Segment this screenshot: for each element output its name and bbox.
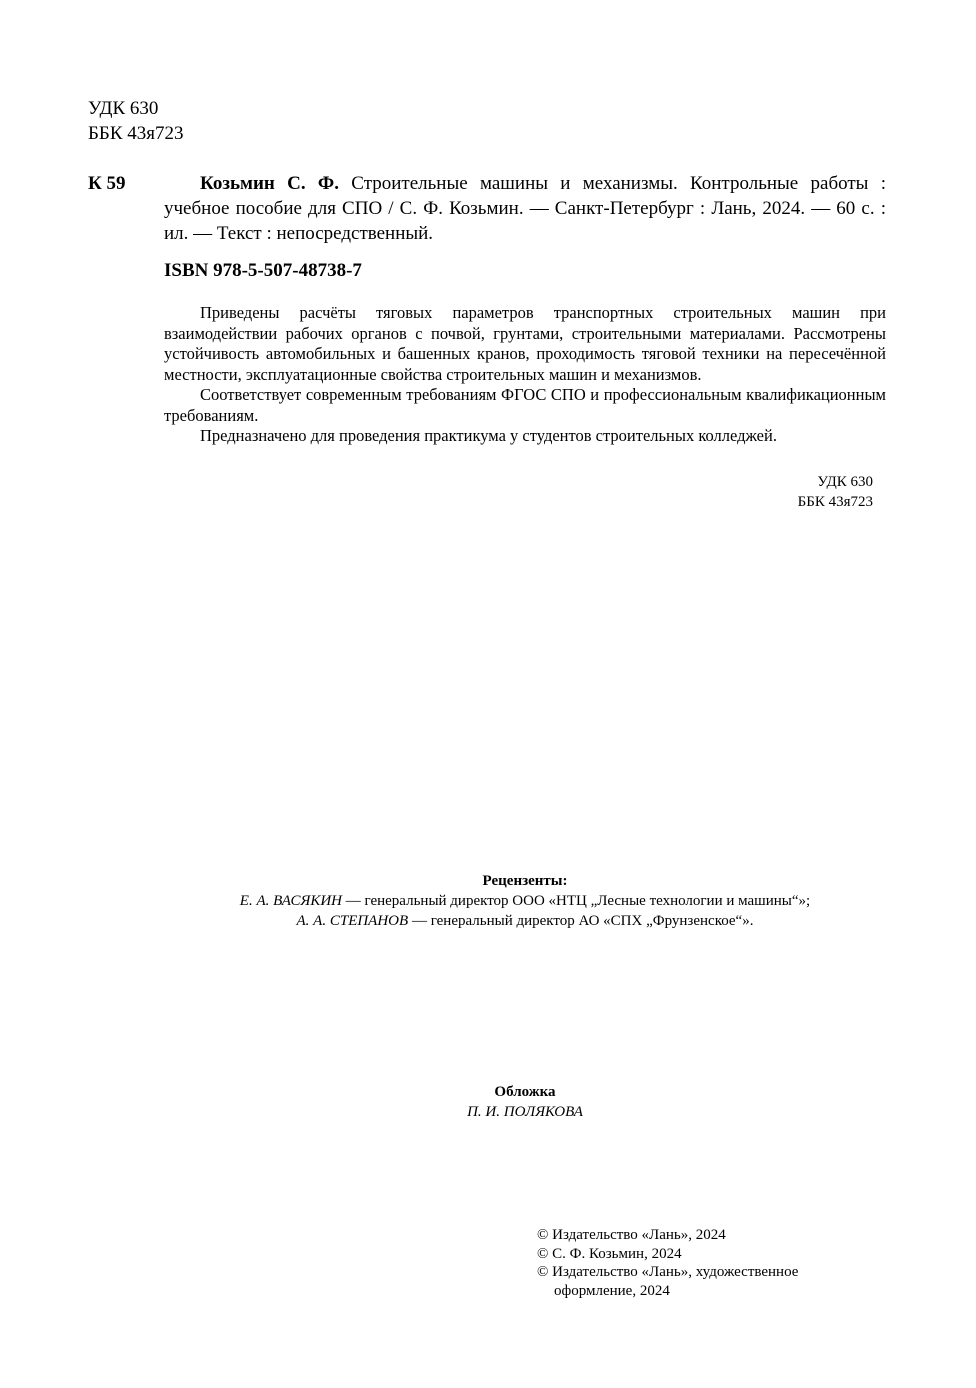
cover-heading: Обложка [494,1084,556,1100]
annotation-paragraph: Приведены расчёты тяговых параметров транспортных строительных машин при взаимодействии рабочих органов с почвой, грунтами, строительными материалами. Рассмотрены устойчивость автомобильных и башенных кранов, проходимость тяговой техники на пересечённой местности, эксплуатационные свойства строительных машин и механизмов. [164,303,886,384]
reviewer-name: Е. А. ВАСЯКИН [239,893,342,909]
bbk-code: ББК 43я723 [797,494,873,510]
udk-code: УДК 630 [88,98,159,119]
author-sign: К 59 [88,173,126,194]
copyright-line: © С. Ф. Козьмин, 2024 [537,1245,682,1262]
annotation [164,303,886,447]
copyright-line: © Издательство «Лань», художественное [537,1264,799,1280]
cover-designer: П. И. ПОЛЯКОВА [467,1104,583,1120]
reviewers-block [88,871,962,931]
bibliographic-record [164,171,886,246]
copyright-block [537,1226,867,1300]
copyright-line: © Издательство «Лань», 2024 [537,1227,726,1243]
author-name: Козьмин С. Ф. [200,173,339,194]
reviewers-heading: Рецензенты: [482,873,568,889]
bbk-code: ББК 43я723 [88,123,184,144]
reviewer-name: А. А. СТЕПАНОВ [296,913,409,929]
copyright-line: оформление, 2024 [554,1282,670,1299]
udk-code: УДК 630 [817,474,873,490]
annotation-paragraph: Предназначено для проведения практикума у студентов строительных колледжей. [200,426,777,445]
annotation-paragraph: Соответствует современным требованиям ФГОС СПО и профессиональным квалификационным требованиям. [164,385,886,425]
bibliographic-description: Строительные машины и механизмы. Контрольные работы : учебное пособие для СПО / С. Ф. Козьмин. — Санкт-Петербург : Лань, 2024. — 60 с. : ил. — Текст : непосредственный. [164,173,887,244]
udk-bbk-footer [760,472,873,512]
udk-bbk-header [88,96,183,146]
cover-credit [88,1082,962,1122]
reviewer-line [88,891,962,911]
reviewer-line [88,911,962,931]
reviewer-role: — генеральный директор АО «СПХ „Фрунзенское“». [408,913,754,929]
reviewer-role: — генеральный директор ООО «НТЦ „Лесные технологии и машины“»; [342,893,811,909]
isbn: ISBN 978-5-507-48738-7 [164,260,362,281]
